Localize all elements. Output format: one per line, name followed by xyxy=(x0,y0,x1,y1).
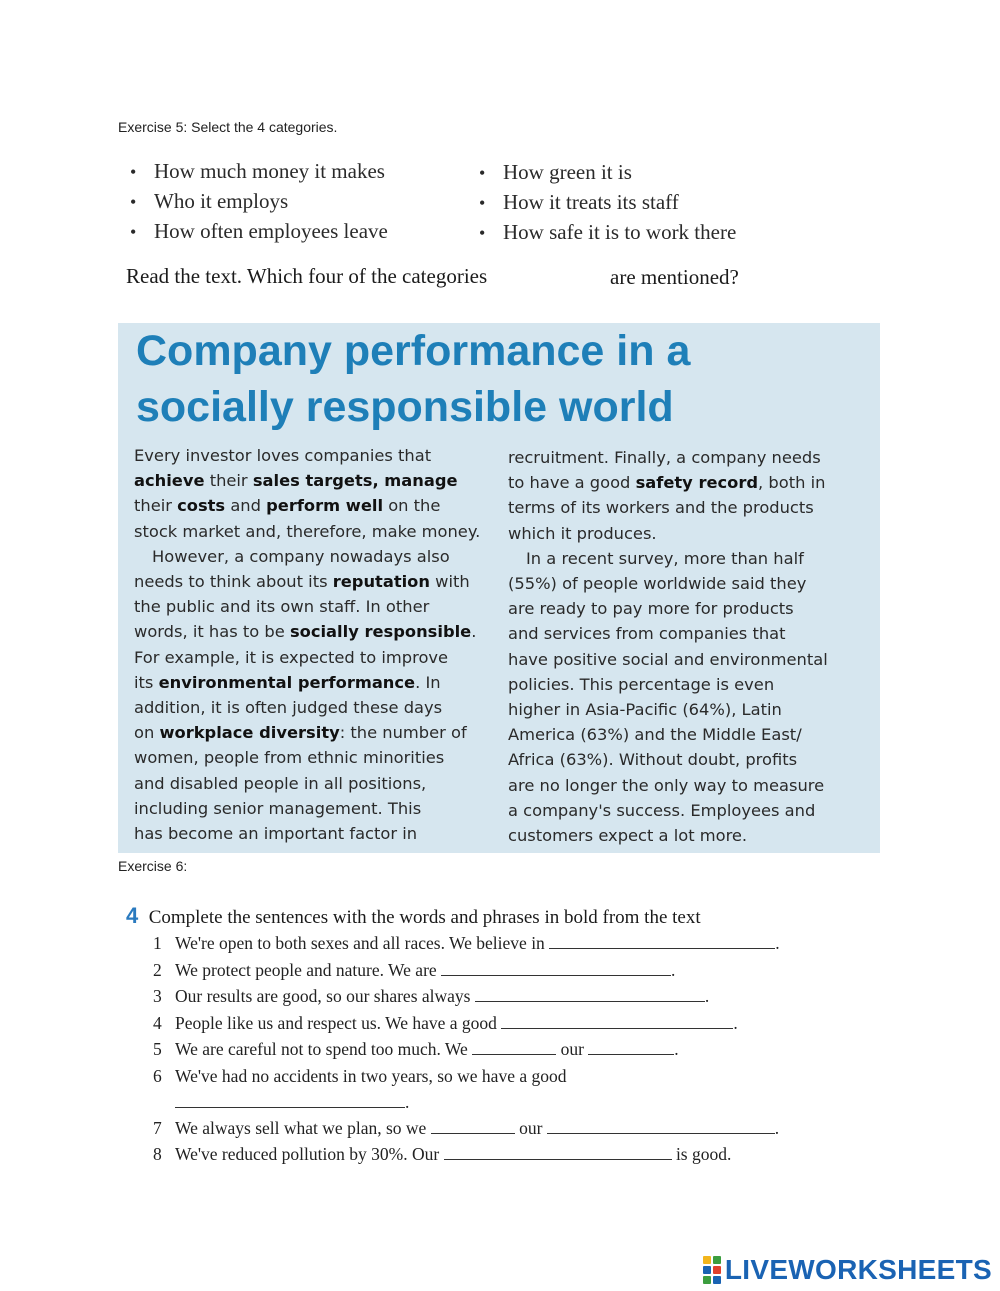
article-panel xyxy=(118,323,880,853)
liveworksheets-logo[interactable] xyxy=(703,1253,992,1287)
sentence-text: We protect people and nature. We are xyxy=(175,959,437,980)
text: , both in xyxy=(758,473,826,493)
sentence-item xyxy=(153,1010,780,1037)
text: America (63%) and the Middle East/ xyxy=(508,725,802,745)
sentence-text: We always sell what we plan, so we xyxy=(175,1117,427,1138)
sentence-item xyxy=(153,1036,780,1063)
sentence-end: . xyxy=(405,1092,410,1112)
exercise6-label: Exercise 6: xyxy=(118,858,188,874)
answer-blank[interactable] xyxy=(175,1093,405,1108)
text: on xyxy=(134,723,160,743)
text: to have a good xyxy=(508,473,636,493)
sentence-list xyxy=(153,930,780,1168)
bold-phrase: sales targets, manage xyxy=(252,471,458,491)
article-title xyxy=(136,323,876,435)
text: and xyxy=(225,496,267,516)
answer-blank[interactable] xyxy=(501,1014,733,1029)
bold-phrase: socially responsible xyxy=(289,622,472,642)
text: higher in Asia-Pacific (64%), Latin xyxy=(508,700,782,720)
sentence-text: We are careful not to spend too much. We xyxy=(175,1039,468,1059)
answer-blank[interactable] xyxy=(475,987,705,1002)
category-item[interactable]: • How safe it is to work there xyxy=(479,217,736,247)
text: are no longer the only way to measure xyxy=(508,775,825,795)
exercise6-instruction: Complete the sentences with the words and phrases in bold from the text xyxy=(148,907,701,928)
answer-blank[interactable] xyxy=(588,1040,674,1055)
text: Every investor loves companies that xyxy=(134,446,432,465)
text: In a recent survey, more than half xyxy=(526,548,804,568)
bold-phrase: costs xyxy=(177,496,226,516)
sentence-number: 4 xyxy=(153,1012,162,1033)
sentence-item xyxy=(153,930,780,957)
text: including senior management. This xyxy=(134,798,422,818)
sentence-text: We're open to both sexes and all races. We believe in xyxy=(175,933,545,953)
sentence-number: 1 xyxy=(153,933,162,953)
text: For example, it is expected to improve xyxy=(134,647,449,667)
text: on the xyxy=(383,496,441,516)
sentence-number: 6 xyxy=(153,1065,162,1086)
sentence-end: . xyxy=(774,1117,780,1138)
article-column-2 xyxy=(508,445,876,848)
exercise-number: 4 xyxy=(126,903,139,928)
sentence-mid: our xyxy=(519,1117,543,1138)
text: : the number of xyxy=(339,723,467,743)
text: has become an important factor in xyxy=(134,824,418,844)
exercise5-label: Exercise 5: Select the 4 categories. xyxy=(118,119,338,135)
sentence-item xyxy=(153,1141,780,1168)
sentence-end: . xyxy=(704,986,710,1006)
text: words, it has to be xyxy=(134,622,290,642)
category-item[interactable]: • How green it is xyxy=(479,157,736,187)
text: recruitment. Finally, a company needs xyxy=(508,448,821,467)
category-item[interactable]: • How much money it makes xyxy=(130,156,388,186)
sentence-item xyxy=(153,1063,780,1115)
bold-phrase: perform well xyxy=(266,496,384,516)
text: which it produces. xyxy=(508,523,657,543)
bold-phrase: environmental performance xyxy=(158,672,416,692)
title-line1: Company performance in a xyxy=(136,327,691,375)
text: . In xyxy=(415,672,441,692)
sentence-end: . xyxy=(775,933,780,953)
brand-name: LIVEWORKSHEETS xyxy=(724,1254,992,1285)
sentence-end: is good. xyxy=(675,1144,732,1164)
sentence-text: We've had no accidents in two years, so we have a good xyxy=(175,1065,567,1086)
sentence-number: 5 xyxy=(153,1039,162,1059)
text: women, people from ethnic minorities xyxy=(134,748,445,768)
category-list-right xyxy=(479,157,736,247)
exercise6-heading xyxy=(126,903,701,929)
text: . xyxy=(471,622,477,642)
sentence-number: 3 xyxy=(153,986,162,1006)
sentence-end: . xyxy=(674,1039,679,1059)
sentence-text: Our results are good, so our shares always xyxy=(175,986,471,1006)
sentence-item xyxy=(153,1115,780,1142)
text: a company's success. Employees and xyxy=(508,800,816,820)
bold-phrase: achieve xyxy=(134,471,205,491)
answer-blank[interactable] xyxy=(549,934,775,949)
category-item[interactable]: • How it treats its staff xyxy=(479,187,736,217)
category-item[interactable]: • Who it employs xyxy=(130,186,388,216)
text: their xyxy=(134,496,178,516)
text: stock market and, therefore, make money. xyxy=(134,521,481,541)
title-line2: socially responsible world xyxy=(136,383,674,431)
text: its xyxy=(134,672,159,692)
sentence-item xyxy=(153,957,780,984)
bold-phrase: reputation xyxy=(332,572,430,592)
question-part1: Read the text. Which four of the categories xyxy=(126,264,488,288)
paragraph-3 xyxy=(508,445,876,546)
answer-blank[interactable] xyxy=(444,1145,672,1160)
text: and services from companies that xyxy=(508,624,786,644)
sentence-number: 7 xyxy=(153,1117,162,1138)
sentence-end: . xyxy=(733,1012,738,1033)
sentence-number: 8 xyxy=(153,1144,162,1164)
paragraph-1 xyxy=(134,443,504,544)
logo-icon xyxy=(703,1256,721,1284)
text: have positive social and environmental xyxy=(508,649,828,669)
bold-phrase: safety record xyxy=(635,473,759,493)
text: terms of its workers and the products xyxy=(508,498,814,518)
text: However, a company nowadays also xyxy=(152,546,450,566)
answer-blank[interactable] xyxy=(441,961,671,976)
question-part2: are mentioned? xyxy=(610,265,739,289)
article-column-1 xyxy=(134,443,504,846)
answer-blank[interactable] xyxy=(472,1040,556,1055)
answer-blank[interactable] xyxy=(431,1119,515,1134)
category-item[interactable]: • How often employees leave xyxy=(130,216,388,246)
bold-phrase: workplace diversity xyxy=(159,723,340,743)
paragraph-2 xyxy=(134,544,504,846)
text: policies. This percentage is even xyxy=(508,674,775,694)
sentence-text: People like us and respect us. We have a good xyxy=(175,1012,497,1033)
category-list-left xyxy=(130,156,388,246)
text: Africa (63%). Without doubt, profits xyxy=(508,750,798,770)
sentence-mid: our xyxy=(560,1039,584,1059)
text: and disabled people in all positions, xyxy=(134,773,427,793)
sentence-text: We've reduced pollution by 30%. Our xyxy=(175,1144,440,1164)
paragraph-4 xyxy=(508,546,876,848)
sentence-end: . xyxy=(671,959,676,980)
text: are ready to pay more for products xyxy=(508,599,794,619)
text: (55%) of people worldwide said they xyxy=(508,574,807,594)
text: their xyxy=(204,471,253,491)
sentence-item xyxy=(153,983,780,1010)
text: the public and its own staff. In other xyxy=(134,597,430,617)
text: with xyxy=(429,572,470,592)
answer-blank[interactable] xyxy=(547,1119,775,1134)
sentence-number: 2 xyxy=(153,959,162,980)
text: addition, it is often judged these days xyxy=(134,698,443,718)
text: needs to think about its xyxy=(134,572,333,592)
text: customers expect a lot more. xyxy=(508,826,748,846)
